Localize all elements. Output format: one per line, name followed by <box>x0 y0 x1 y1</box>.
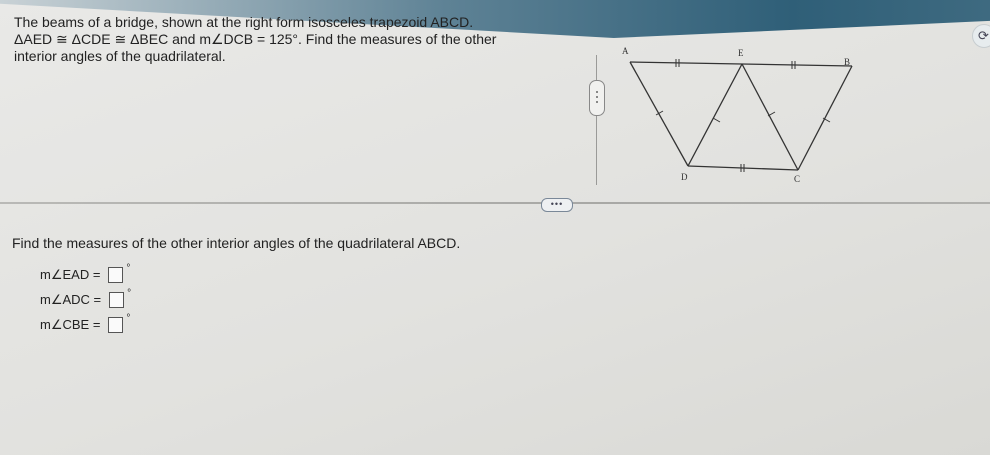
answer-input-adc[interactable] <box>109 292 124 308</box>
label-D: D <box>681 172 688 182</box>
problem-statement <box>14 14 574 65</box>
trapezoid-figure <box>618 40 868 190</box>
segment-DE <box>688 64 742 166</box>
answer-input-ead[interactable] <box>108 267 123 283</box>
refresh-icon: ⟳ <box>978 28 989 43</box>
degree-unit: ° <box>127 288 132 299</box>
segment-BC <box>798 66 852 170</box>
section-divider <box>0 202 990 204</box>
degree-unit: ° <box>126 313 131 324</box>
problem-line-3: interior angles of the quadrilateral. <box>14 48 226 64</box>
answer-label: m∠EAD = <box>40 266 101 282</box>
segment-AD <box>630 62 688 166</box>
segment-DC <box>688 166 798 170</box>
segment-EC <box>742 64 798 170</box>
question-text: Find the measures of the other interior angles of the quadrilateral ABCD. <box>12 235 461 251</box>
answer-input-cbe[interactable] <box>108 317 123 333</box>
answer-list <box>40 262 131 337</box>
answer-row-adc <box>40 287 131 312</box>
problem-line-1: The beams of a bridge, shown at the right form isosceles trapezoid ABCD. <box>14 14 474 30</box>
degree-unit: ° <box>126 263 131 274</box>
panel-divider <box>596 55 597 185</box>
refresh-button[interactable] <box>972 24 990 48</box>
more-button[interactable]: ••• <box>541 198 573 212</box>
answer-row-cbe <box>40 312 131 337</box>
answer-row-ead <box>40 262 131 287</box>
label-E: E <box>738 48 744 58</box>
answer-label: m∠ADC = <box>40 291 102 307</box>
resize-handle[interactable] <box>589 80 605 116</box>
label-C: C <box>794 174 801 184</box>
answer-label: m∠CBE = <box>40 316 101 332</box>
label-B: B <box>844 57 851 67</box>
label-A: A <box>622 46 629 56</box>
problem-line-2: ΔAED ≅ ΔCDE ≅ ΔBEC and m∠DCB = 125°. Find the measures of the other <box>14 31 497 47</box>
